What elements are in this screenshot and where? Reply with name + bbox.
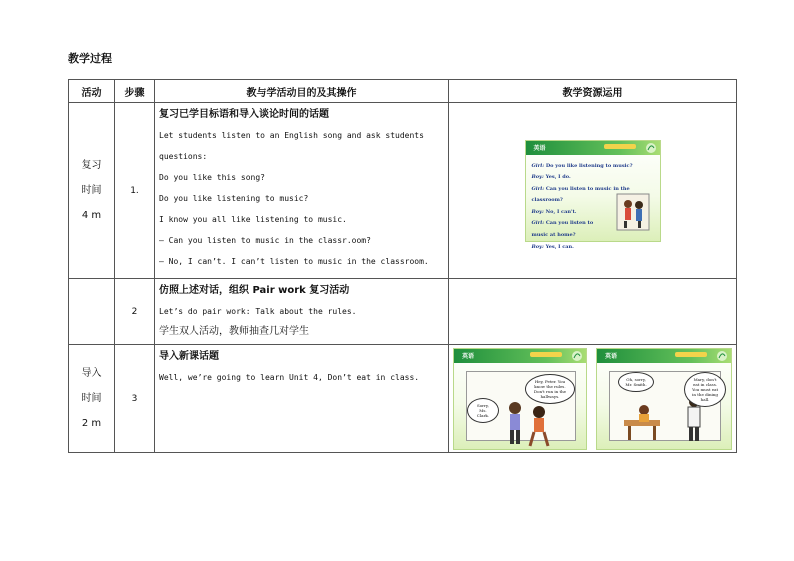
table-row: [69, 103, 737, 279]
slide-logo: 英语: [461, 352, 474, 360]
operation-line: I know you all like listening to music.: [159, 215, 347, 224]
operation-note: 学生双人活动，教师抽查几对学生: [159, 326, 309, 337]
activity-cell: [69, 279, 115, 345]
operation-title: 复习已学目标语和导入谈论时间的话题: [159, 109, 329, 120]
operation-cell: [155, 345, 449, 453]
hallway-scene: [466, 371, 576, 441]
operation-cell: [155, 279, 449, 345]
header-step: 步骤: [115, 80, 155, 103]
speech-bubble: Sorry, Ms. Clark.: [467, 398, 499, 423]
slide-banner: [597, 349, 731, 363]
operation-title: 导入新课话题: [159, 351, 219, 362]
speech-bubble: Mary, don't eat in class. You must eat in the dining hall.: [684, 372, 726, 407]
header-resources: 教学资源运用: [449, 80, 737, 103]
activity-duration: 4 m: [81, 210, 102, 221]
leaf-icon: [571, 350, 583, 362]
leaf-icon: [716, 350, 728, 362]
classroom-slide-image: [596, 348, 732, 450]
step-cell: 1.: [115, 103, 155, 279]
resource-cell: [449, 279, 737, 345]
activity-name: 复习: [81, 160, 102, 171]
activity-time-label: 时间: [81, 393, 102, 404]
speech-bubble: Oh, sorry, Mr. Smith.: [618, 372, 654, 392]
slide-logo: 英语: [605, 352, 618, 360]
operation-line: — Can you listen to music in the classr.oom?: [159, 236, 371, 245]
table-row: [69, 345, 737, 453]
activity-cell: [69, 345, 115, 453]
slide-tag: [604, 144, 636, 149]
activity-name: 导入: [81, 368, 102, 379]
table-header-row: [69, 80, 737, 103]
operation-line: Let students listen to an English song and ask students: [159, 131, 424, 140]
dialog-slide-image: [525, 140, 661, 250]
activity-cell: [69, 103, 115, 279]
operation-cell: [155, 103, 449, 279]
slide-logo: 英语: [533, 144, 546, 152]
dialog-lines: Girl: Do you like listening to music? Boy: Yes, I do. Girl: Can you listen to music in the classroom? Boy: No, I can't. Girl: Can you listen to music at home? Boy: Yes, I can.: [531, 162, 633, 250]
slide-tag: [675, 352, 707, 357]
activity-duration: 2 m: [81, 418, 102, 429]
hallway-slide-image: [453, 348, 587, 450]
leaf-icon: [645, 142, 657, 154]
operation-line: questions:: [159, 152, 208, 161]
kids-listening-illustration: [616, 193, 650, 231]
lesson-table: [68, 79, 737, 453]
operation-title: 仿照上述对话，组织 Pair work 复习活动: [159, 285, 350, 296]
table-row: [69, 279, 737, 345]
students-running-illustration: [497, 400, 557, 448]
header-activity: 活动: [69, 80, 115, 103]
activity-time-label: 时间: [81, 185, 102, 196]
slide-tag: [530, 352, 562, 357]
operation-line: — No, I can’t. I can’t listen to music in the classroom.: [159, 257, 429, 266]
step-cell: 2: [115, 279, 155, 345]
operation-line: Do you like listening to music?: [159, 194, 309, 203]
step-cell: 3: [115, 345, 155, 453]
classroom-scene: [609, 371, 721, 441]
resource-cell: [449, 345, 737, 453]
operation-line: Do you like this song?: [159, 173, 265, 182]
header-operation: 教与学活动目的及其操作: [155, 80, 449, 103]
resource-cell: [449, 103, 737, 279]
page-heading: 教学过程: [68, 52, 112, 65]
operation-line: Let’s do pair work: Talk about the rules.: [159, 307, 357, 316]
speech-bubble: Hey, Peter. You know the rules. Don't run in the hallways.: [525, 374, 575, 404]
operation-line: Well, we’re going to learn Unit 4, Don’t eat in class.: [159, 373, 420, 382]
